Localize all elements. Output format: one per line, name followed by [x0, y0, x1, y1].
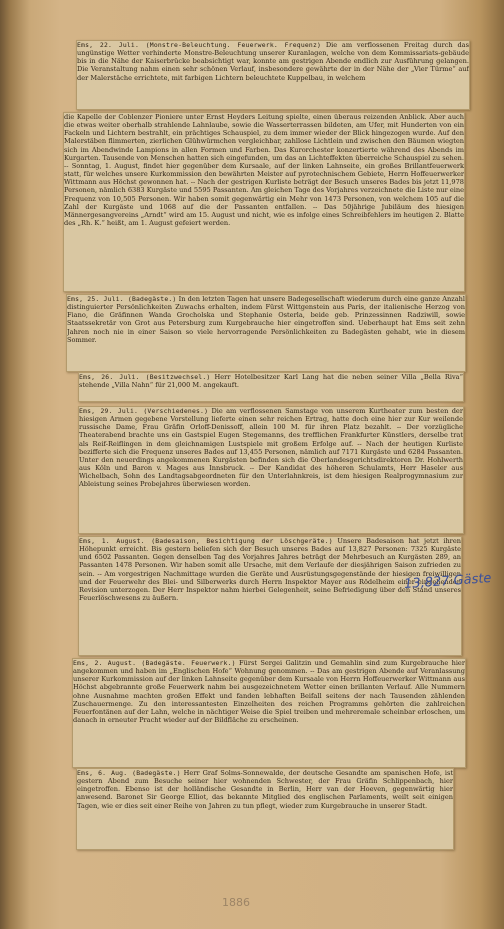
clipping-heading: Ems, 1. August. (Badesaison, Besichtigung der Löschgeräte.): [79, 537, 333, 545]
clipping-heading: Ems, 25. Juli. (Badegäste.): [67, 295, 177, 303]
clipping-body: Herr Hotelbesitzer Karl Lang hat die neben seiner Villa „Bella Riva“ stehende „Villa Nahn“ für 21,000 M. angekauft.: [79, 373, 463, 390]
clipping-body: In den letzten Tagen hat unsere Badegesellschaft wiederum durch eine ganze Anzahl distinguierter Persönlichkeiten Zuwachs erhalten, indem Fürst Wittgenstein aus Paris, der italienische Herzog von Fiano, die Gräfinnen Wanda Grocholska und Stephanie Osterla, beide geb. Prinzessinnen Radziwill, sowie Staatssekretär von Grot aus Petersburg zum Kurgebrauche hier eingetroffen sind. Ueberhaupt hat Ems seit zehn Jahren noch nie in einer Saison so viele hervorragende Persönlichkeiten zu Badegästen gehabt, wie in diesem Sommer.: [67, 295, 465, 344]
clipping-4: [78, 372, 464, 402]
clipping-heading: Ems, 22. Juli. (Monstre-Beleuchtung. Feuerwerk. Frequenz): [77, 41, 322, 49]
clipping-6: [78, 536, 462, 656]
clipping-body: Herr Graf Solms-Sonnewalde, der deutsche Gesandte am spanischen Hofe, ist gestern Abend zum Besuche seiner hier wohnenden Schwester, der Frau Gräfin Schlippenbach, hier eingetroffen. Ebenso ist der holländische Gesandte in Berlin, Herr van der Hoeven, gegenwärtig hier anwesend. Baronet Sir George Elliot, das bekannte Mitglied des englischen Parlaments, weilt seit einigen Tagen, wie er dies seit einer Reihe von Jahren zu tun pflegt, wieder zum Kurgebrauche in unserer Stadt.: [77, 769, 453, 810]
clipping-2: [63, 112, 465, 292]
clipping-body: Die am verflossenen Freitag durch das ungünstige Wetter verhinderte Monstre-Beleuchtung unserer Kuranlagen, welche von dem Kommissariats-gebäude bis in die Nähe der Kaiserbrücke beabsichtigt war, konnte am gestrigen Abende endlich zur Ausführung gelangen. Die Veranstaltung nahm einen sehr schönen Verlauf, insbesondere gewährte der in der Nähe der „Vier Türme“ auf der Malerstäche errichtete, mit farbigen Lichtern beleuchtete Kuppelbau, in welchem: [77, 41, 469, 82]
clipping-heading: Ems, 26. Juli. (Besitzwechsel.): [79, 373, 211, 381]
clipping-body: die Kapelle der Coblenzer Pioniere unter Ernst Heyders Leitung spielte, einen überaus reizenden Anblick. Aber auch die etwas weiter oberhalb strahlende Lahnlaube, sowie die Wasserterrassen bildeten, am Ufer, mit Hunderten von ein Fackeln und Lichtern bestrahlt, ein prächtiges Schauspiel, zu dem immer wieder der Blick hingezogen wurde. Auf den Malerstäben flimmerten, zierlichen Glühwürmchen vergleichbar, zahllose Lichtlein und zwischen den Bäumen wiegten sich im Abendwinde Lampions in allen Formen und Farben. Das Kurorchester konzertierte während des Abends im Kurgarten. Tausende von Menschen hatten sich eingefunden, um das an Lichteffekten überreiche Schauspiel zu sehen. -- Sonntag, 1. August, findet hier gegenüber dem Kursaale, auf der linken Lahnseite, ein großes Brillantfeuerwerk statt, für welches unsere Kurkommission den bewährten Meister auf pyrotechnischem Gebiete, Herrn Hoffeuerwerker Wittmann aus Höchst gewonnen hat. -- Nach der gestrigen Kurliste beträgt der Besuch unseres Bades bis jetzt 11,978 Personen, nämlich 6383 Kurgäste und 5595 Passanten. Am gleichen Tage des Vorjahres verzeichnete die Liste nur eine Frequenz von 10,505 Personen. Wir haben somit gegenwärtig ein Mehr von 1473 Personen, von welchem 105 auf die Zahl der Kurgäste und 1068 auf die der Passanten entfallen. -- Das 50jährige Jubiläum des hiesigen Männergesangvereins „Arndt“ wird am 15. August und nicht, wie es infolge eines Schreibfehlers im heutigen 2. Blatte des „Rh. K.“ heißt, am 1. August gefeiert werden.: [64, 113, 464, 228]
clipping-8: [76, 768, 454, 850]
clipping-1: [76, 40, 470, 110]
clipping-heading: Ems, 2. August. (Badegäste. Feuerwerk.): [73, 659, 236, 667]
clipping-heading: Ems, 6. Aug. (Badegäste.): [77, 769, 181, 777]
handwritten-note: 13,827 Gäste: [403, 570, 492, 593]
clipping-body: Unsere Badesaison hat jetzt ihren Höhepunkt erreicht. Bis gestern beliefen sich der Besuch unseres Bades auf 13,827 Personen: 7325 Kurgäste und 6502 Passanten. Gegen denselben Tag des Vorjahres Jahres beträgt der Mehrbesuch an Kurgästen 289, an Passanten 1478 Personen. Wir haben somit alle Ursache, mit dem Verlaufe der diesjährigen Saison zufrieden zu sein. -- Am vorgestrigen Nachmittage wurden die Geräte und Ausrüstungsgegenstände der hiesigen freiwilligen und der Feuerwehr des Blei- und Silberwerks durch Herrn Inspektor Mayer aus Rödelheim einer eingehenden Revision unterzogen. Der Herr Inspektor nahm hierbei Gelegenheit, seine Befriedigung über den Stand unseres Feuerlöschwesens zu äußern.: [79, 537, 461, 603]
clipping-body: Die am verflossenen Samstage von unserem Kurtheater zum besten der hiesigen Armen gegebene Vorstellung lieferte einen sehr reichen Ertrag, hatte doch eine hier zur Kur weilende russische Dame, Frau Gräfin Orloff-Denissoff, allein 100 M. für ihren Platz bezahlt. -- Der vorzügliche Theaterabend brachte uns ein Gastspiel Eugen Stegemanns, des trefflichen Frankfurter Künstlers, derselbe trat als Reif-Reiflingen in dem gleichnamigen Lustspiele mit großem Erfolge auf. -- Nach der heutigen Kurliste bezifferte sich die Frequenz unseres Bades auf 13,455 Personen, nämlich auf 7171 Kurgäste und 6284 Passanten. Unter den neuerdings angekommenen Kurgästen befinden sich die Oberlandesgerichtsdirektoren Dr. Hohlwerth aus Köln und Baron v. Mages aus Innsbruck. -- Der Kandidat des höheren Schulamts, Herr Haseler aus Wichelbach, Sohn des Landtagsabgeordneten für den Unterlahnkreis, ist dem hiesigen Realprogymnasium zur Ableistung seines Probejahres überwiesen worden.: [79, 407, 463, 489]
clipping-body: Fürst Sergei Galitzin und Gemahlin sind zum Kurgebrauche hier angekommen und haben im „Englischen Hofe“ Wohnung genommen. -- Das am gestrigen Abende auf Veranlassung unserer Kurkommission auf der linken Lahnseite gegenüber dem Kursaale von Herrn Hoffeuerwerker Wittmann aus Höchst abgebrannte große Feuerwerk nahm bei ausgezeichnetem Wetter einen brillanten Verlauf. Alle Nummern ohne Ausnahme machten großen Effekt und fanden lebhaften Beifall seitens der nach Tausenden zählenden Zuschauermenge. Zu den interessantesten Einzelheiten des reichen Programms gehörten die zahlreichen Feuerfontänen auf der Lahn, welche in nächtiger Weise die Spiel treiben und mehreremale scheinbar erloschen, um danach in erneuter Pracht wieder auf der Bildfläche zu erscheinen.: [73, 659, 465, 725]
clipping-5: [78, 406, 464, 534]
clipping-7: [72, 658, 466, 768]
pencil-year-mark: 1886: [222, 896, 250, 909]
clipping-3: [66, 294, 466, 372]
clipping-heading: Ems, 29. Juli. (Verschiedenes.): [79, 407, 209, 415]
